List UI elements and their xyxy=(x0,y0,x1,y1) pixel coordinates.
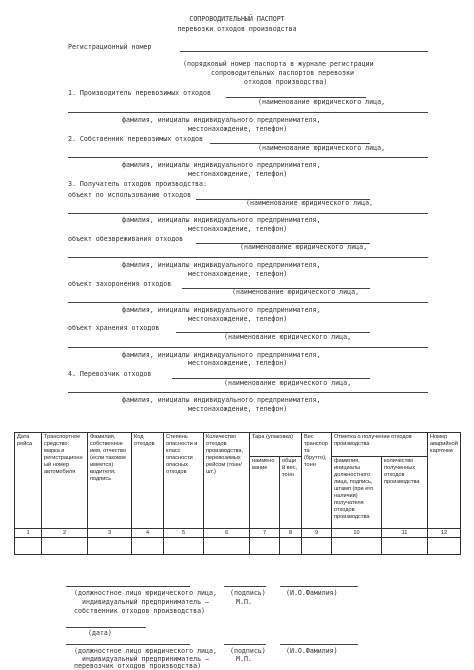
header-date: Дата рейса xyxy=(15,433,42,529)
header-emergency-card: Номер аварийной карточки xyxy=(428,433,461,529)
header-gross-weight: Вес транспорта (брутто), тонн xyxy=(302,433,332,529)
header-packaging: Тара (упаковка) xyxy=(250,433,302,457)
burial-object-hint: (наименование юридического лица, xyxy=(232,288,360,296)
registration-note: сопроводительных паспортов перевозки xyxy=(211,69,354,77)
producer-hint: местонахождение, телефон) xyxy=(188,125,288,133)
owner-official-field[interactable] xyxy=(66,586,190,587)
stamp-caption: М.П. xyxy=(236,655,252,663)
burial-object-hint: местонахождение, телефон) xyxy=(188,315,288,323)
signature-caption: (должностное лицо юридического лица, xyxy=(74,647,217,655)
document-subtitle: перевозки отходов производства xyxy=(177,25,297,33)
registration-label: Регистрационный номер xyxy=(68,43,152,51)
signature-caption: (И.О.Фамилия) xyxy=(286,647,338,655)
table-cell[interactable] xyxy=(250,538,280,555)
signature-caption: (И.О.Фамилия) xyxy=(286,589,338,597)
neutralization-object-hint: (наименование юридического лица, xyxy=(240,243,368,251)
burial-object-hint: фамилия, инициалы индивидуального предпринимателя, xyxy=(122,306,321,314)
header-receipt-mark: Отметка о получении отходов производства xyxy=(332,433,428,457)
producer-field-line[interactable] xyxy=(68,112,428,113)
column-number: 9 xyxy=(302,529,332,538)
producer-hint: (наименование юридического лица, xyxy=(258,98,386,106)
carrier-name-field[interactable] xyxy=(280,644,358,645)
signature-caption: (подпись) xyxy=(230,647,266,655)
column-number: 3 xyxy=(88,529,132,538)
table-cell[interactable] xyxy=(164,538,204,555)
table-cell[interactable] xyxy=(204,538,250,555)
header-driver: Фамилия, собственное имя, отчество (если таковое имеется) водителя, подпись xyxy=(88,433,132,529)
table-cell[interactable] xyxy=(332,538,382,555)
signature-caption: (подпись) xyxy=(230,589,266,597)
table-cell[interactable] xyxy=(382,538,428,555)
stamp-caption: М.П. xyxy=(236,598,252,606)
table-cell[interactable] xyxy=(428,538,461,555)
owner-hint: фамилия, инициалы индивидуального предпринимателя, xyxy=(122,161,321,169)
date-caption: (дата) xyxy=(88,629,112,637)
table-cell[interactable] xyxy=(302,538,332,555)
table-cell[interactable] xyxy=(88,538,132,555)
owner-label: 2. Собственник перевозимых отходов xyxy=(68,135,203,143)
column-number: 11 xyxy=(382,529,428,538)
transport-table xyxy=(14,432,461,555)
header-quantity: Количество отходов производства, перевозимых рейсом (тонн/шт.) xyxy=(204,433,250,529)
signature-caption: индивидуальный предприниматель – xyxy=(82,598,210,606)
column-number: 7 xyxy=(250,529,280,538)
column-number: 12 xyxy=(428,529,461,538)
use-object-hint: фамилия, инициалы индивидуального предпринимателя, xyxy=(122,216,321,224)
use-object-hint: местонахождение, телефон) xyxy=(188,225,288,233)
neutralization-object-field-line[interactable] xyxy=(68,257,428,258)
producer-hint: фамилия, инициалы индивидуального предпринимателя, xyxy=(122,116,321,124)
header-received-quantity: количество полученных отходов производства xyxy=(382,457,428,529)
column-number: 6 xyxy=(204,529,250,538)
storage-object-label: объект хранения отходов xyxy=(68,324,160,332)
registration-number-field[interactable] xyxy=(180,51,428,52)
owner-hint: (наименование юридического лица, xyxy=(258,144,386,152)
use-object-label: объект по использованию отходов xyxy=(68,191,192,199)
burial-object-field-line[interactable] xyxy=(68,302,428,303)
table-cell[interactable] xyxy=(15,538,42,555)
column-number: 4 xyxy=(132,529,164,538)
table-cell[interactable] xyxy=(132,538,164,555)
storage-object-hint: (наименование юридического лица, xyxy=(224,333,352,341)
producer-label: 1. Производитель перевозимых отходов xyxy=(68,89,211,97)
header-vehicle: Транспортное средство: марка и регистрационный номер автомобиля xyxy=(42,433,88,529)
neutralization-object-label: объект обезвреживания отходов xyxy=(68,235,184,243)
column-number: 2 xyxy=(42,529,88,538)
owner-date-field[interactable] xyxy=(66,627,146,628)
column-number: 5 xyxy=(164,529,204,538)
owner-name-field[interactable] xyxy=(280,586,358,587)
owner-signature-field[interactable] xyxy=(224,586,266,587)
carrier-signature-field[interactable] xyxy=(224,644,266,645)
storage-object-field-line[interactable] xyxy=(68,347,428,348)
table-cell[interactable] xyxy=(42,538,88,555)
header-packaging-name: наименование xyxy=(250,457,280,529)
header-waste-code: Код отходов xyxy=(132,433,164,529)
registration-note: отходов производства) xyxy=(244,78,328,86)
header-receiver-signature: фамилия, инициалы должностного лица, подпись, штамп (при его наличии) получателя отходов производства xyxy=(332,457,382,529)
storage-object-hint: местонахождение, телефон) xyxy=(188,359,288,367)
owner-field-line[interactable] xyxy=(68,157,428,158)
neutralization-object-hint: фамилия, инициалы индивидуального предпринимателя, xyxy=(122,261,321,269)
carrier-hint: (наименование юридического лица, xyxy=(224,379,352,387)
column-number: 1 xyxy=(15,529,42,538)
signature-caption: собственник отходов производства) xyxy=(74,607,206,615)
table-cell[interactable] xyxy=(280,538,302,555)
carrier-hint: фамилия, инициалы индивидуального предпринимателя, xyxy=(122,396,321,404)
header-hazard: Степень опасности и класс опасности опасных отходов xyxy=(164,433,204,529)
table-row xyxy=(15,538,461,555)
neutralization-object-hint: местонахождение, телефон) xyxy=(188,270,288,278)
owner-hint: местонахождение, телефон) xyxy=(188,170,288,178)
storage-object-hint: фамилия, инициалы индивидуального предпринимателя, xyxy=(122,351,321,359)
carrier-field-line[interactable] xyxy=(68,392,428,393)
carrier-official-field[interactable] xyxy=(66,644,190,645)
header-packaging-weight: общий вес, тонн xyxy=(280,457,302,529)
registration-note: (порядковый номер паспорта в журнале регистрации xyxy=(183,60,374,68)
carrier-hint: местонахождение, телефон) xyxy=(188,405,288,413)
signature-caption: (должностное лицо юридического лица, xyxy=(74,589,217,597)
burial-object-label: объект захоронения отходов xyxy=(68,280,172,288)
signature-caption: индивидуальный предприниматель – xyxy=(82,655,210,663)
document-title: СОПРОВОДИТЕЛЬНЫЙ ПАСПОРТ xyxy=(189,15,285,23)
use-object-hint: (наименование юридического лица, xyxy=(246,199,374,207)
receiver-label: 3. Получатель отходов производства: xyxy=(68,180,207,188)
column-number: 10 xyxy=(332,529,382,538)
use-object-field-line[interactable] xyxy=(68,213,428,214)
carrier-label: 4. Перевозчик отходов xyxy=(68,370,152,378)
column-number: 8 xyxy=(280,529,302,538)
signature-caption: перевозчик отходов производства) xyxy=(74,662,202,670)
